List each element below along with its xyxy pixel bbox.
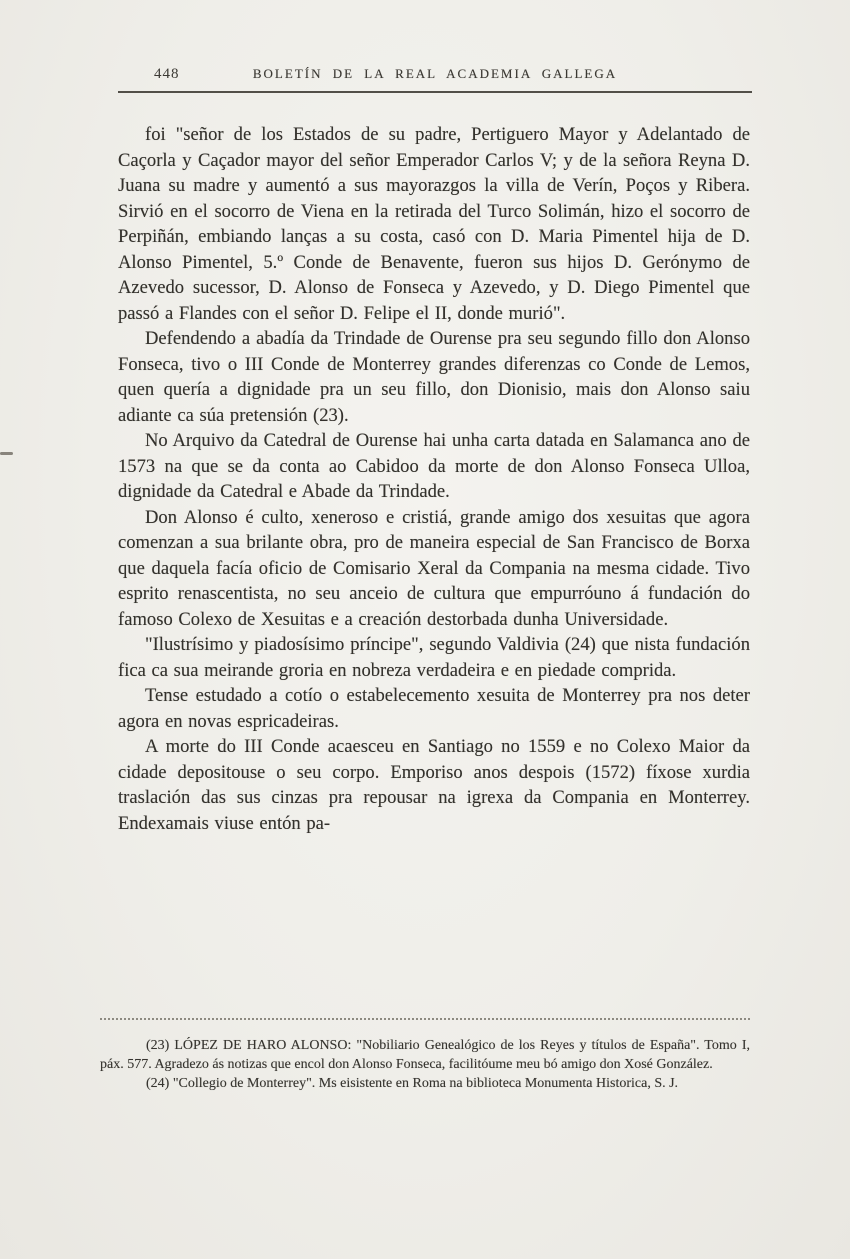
running-title: BOLETÍN DE LA REAL ACADEMIA GALLEGA	[252, 66, 618, 81]
page-body	[118, 122, 750, 836]
paragraph: A morte do III Conde acaesceu en Santiago no 1559 e no Colexo Maior da cidade depositouse o seu corpo. Emporiso anos despois (1572) fíxose xurdia traslación das sus cinzas pra repousar na igrexa da Compania en Monterrey. Endexamais viuse entón pa-	[118, 736, 750, 834]
footnote: (23) LÓPEZ DE HARO ALONSO: "Nobiliario Genealógico de los Reyes y títulos de España". Tomo I, páx. 577. Agradezo ás notizas que encol don Alonso Fonseca, facilitóume meu bó amigo don Xosé González.	[100, 1038, 750, 1072]
page-number: 448	[154, 66, 180, 82]
paragraph: No Arquivo da Catedral de Ourense hai unha carta datada en Salamanca ano de 1573 na que se da conta ao Cabidoo da morte de don Alonso Fonseca Ulloa, dignidade da Catedral e Abade da Trindade.	[118, 430, 750, 502]
paragraph: "Ilustrísimo y piadosísimo príncipe", segundo Valdivia (24) que nista fundación fica ca sua meirande groria en nobreza verdadeira e en piedade comprida.	[118, 634, 750, 681]
paragraph: foi "señor de los Estados de su padre, Pertiguero Mayor y Adelantado de Caçorla y Caçador mayor del señor Emperador Carlos V; y de la señora Reyna D. Juana su madre y aumentó a sus mayorazgos la villa de Verín, Poços y Ribera. Sirvió en el socorro de Viena en la retirada del Turco Solimán, hizo el socorro de Perpiñán, embiando lanças a su costa, casó con D. Maria Pimentel hija de D. Alonso Pimentel, 5.º Conde de Benavente, fueron sus hijos D. Gerónymo de Azevedo sucessor, D. Alonso de Fonseca y Azevedo, y D. Diego Pimentel que passó a Flandes con el señor D. Felipe el II, donde murió".	[118, 124, 750, 324]
header-rule	[118, 91, 752, 93]
page-header	[118, 66, 752, 93]
page-body-wrap	[118, 122, 750, 1014]
paragraph: Defendendo a abadía da Trindade de Ourense pra seu segundo fillo don Alonso Fonseca, tivo o III Conde de Monterrey grandes diferenzas co Conde de Lemos, quen quería a dignidade pra un seu fillo, don Dionisio, mais don Alonso saiu adiante ca súa pretensión (23).	[118, 328, 750, 426]
scan-artifact-mark	[0, 452, 13, 455]
paragraph: Don Alonso é culto, xeneroso e cristiá, grande amigo dos xesuitas que agora comenzan a sua brilante obra, pro de maneira especial de San Francisco de Borxa que daquela facía oficio de Comisario Xeral da Compania na mesma cidade. Tivo esprito renascentista, no seu anceio de cultura que empurróuno á fundación do famoso Colexo de Xesuitas e a creación destorbada dunha Universidade.	[118, 506, 750, 630]
footnote-divider	[100, 1018, 750, 1020]
footnotes-section	[100, 1018, 750, 1093]
footnote: (24) "Collegio de Monterrey". Ms eisistente en Roma na biblioteca Monumenta Historica, S. J.	[146, 1076, 679, 1091]
paragraph: Tense estudado a cotío o estabelecemento xesuita de Monterrey pra nos deter agora en novas espricadeiras.	[118, 685, 750, 732]
